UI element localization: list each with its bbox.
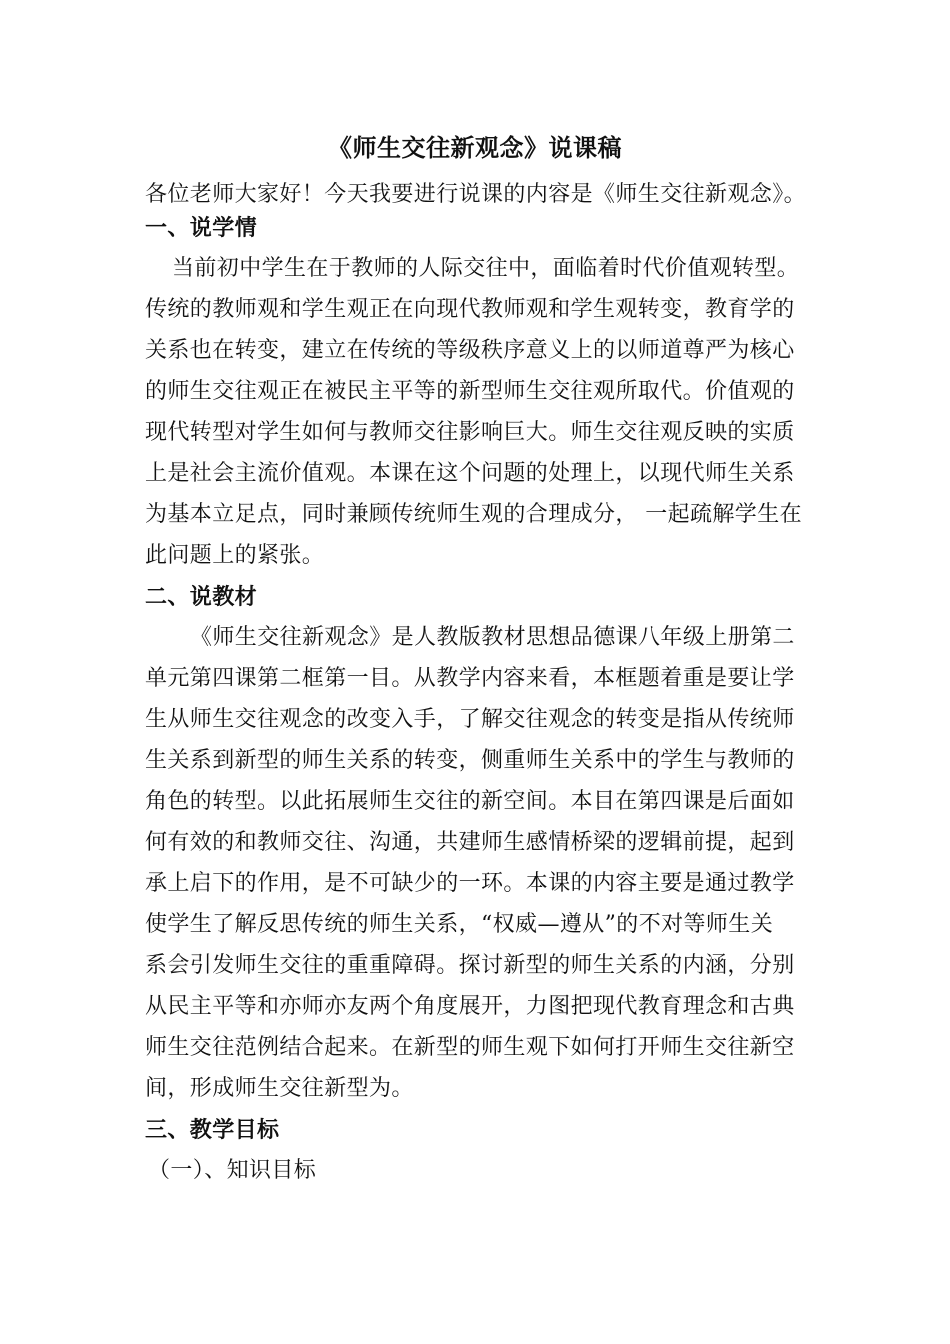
paragraph-line: 为基本立足点，同时兼顾传统师生观的合理成分， 一起疏解学生在 xyxy=(145,502,802,527)
paragraph-line: 单元第四课第二框第一目。从教学内容来看，本框题着重是要让学 xyxy=(145,666,795,691)
paragraph-line: 生关系到新型的师生关系的转变，侧重师生关系中的学生与教师的 xyxy=(145,748,795,773)
paragraph-line: 生从师生交往观念的改变入手，了解交往观念的转变是指从传统师 xyxy=(145,707,795,732)
section-heading-learning-situation: 一、说学情 xyxy=(145,215,258,241)
paragraph-line: 此问题上的紧张。 xyxy=(145,543,325,568)
paragraph-line: 的师生交往观正在被民主平等的新型师生交往观所取代。价值观的 xyxy=(145,379,795,404)
section-heading-teaching-goals: 三、教学目标 xyxy=(145,1117,280,1143)
paragraph-line: 承上启下的作用，是不可缺少的一环。本课的内容主要是通过教学 xyxy=(145,871,795,896)
paragraph-line: 间，形成师生交往新型为。 xyxy=(145,1076,414,1101)
paragraph-line: 当前初中学生在于教师的人际交往中，面临着时代价值观转型。 xyxy=(172,256,800,281)
paragraph-line: 角色的转型。以此拓展师生交往的新空间。本目在第四课是后面如 xyxy=(145,789,795,814)
paragraph-line: 关系也在转变，建立在传统的等级秩序意义上的以师道尊严为核心 xyxy=(145,338,795,363)
greeting-paragraph: 各位老师大家好！今天我要进行说课的内容是《师生交往新观念》。 xyxy=(145,182,807,207)
paragraph-line: 现代转型对学生如何与教师交往影响巨大。师生交往观反映的实质 xyxy=(145,420,795,445)
paragraph-line: 师生交往范例结合起来。在新型的师生观下如何打开师生交往新空 xyxy=(145,1035,795,1060)
paragraph-line: 《师生交往新观念》是人教版教材思想品德课八年级上册第二 xyxy=(190,625,795,650)
section-heading-textbook: 二、说教材 xyxy=(145,584,258,610)
paragraph-line: 从民主平等和亦师亦友两个角度展开，力图把现代教育理念和古典 xyxy=(145,994,795,1019)
paragraph-line: 传统的教师观和学生观正在向现代教师观和学生观转变，教育学的 xyxy=(145,297,795,322)
paragraph-line: 上是社会主流价值观。本课在这个问题的处理上，以现代师生关系 xyxy=(145,461,795,486)
paragraph-line: 何有效的和教师交往、沟通，共建师生感情桥梁的逻辑前提，起到 xyxy=(145,830,795,855)
subheading-knowledge-goals: （一）、知识目标 xyxy=(148,1158,317,1183)
document-title: 《师生交往新观念》说课稿 xyxy=(328,133,622,162)
paragraph-line: 系会引发师生交往的重重障碍。探讨新型的师生关系的内涵，分别 xyxy=(145,953,795,978)
paragraph-line: 使学生了解反思传统的师生关系，“权威—遵从”的不对等师生关 xyxy=(145,912,774,937)
